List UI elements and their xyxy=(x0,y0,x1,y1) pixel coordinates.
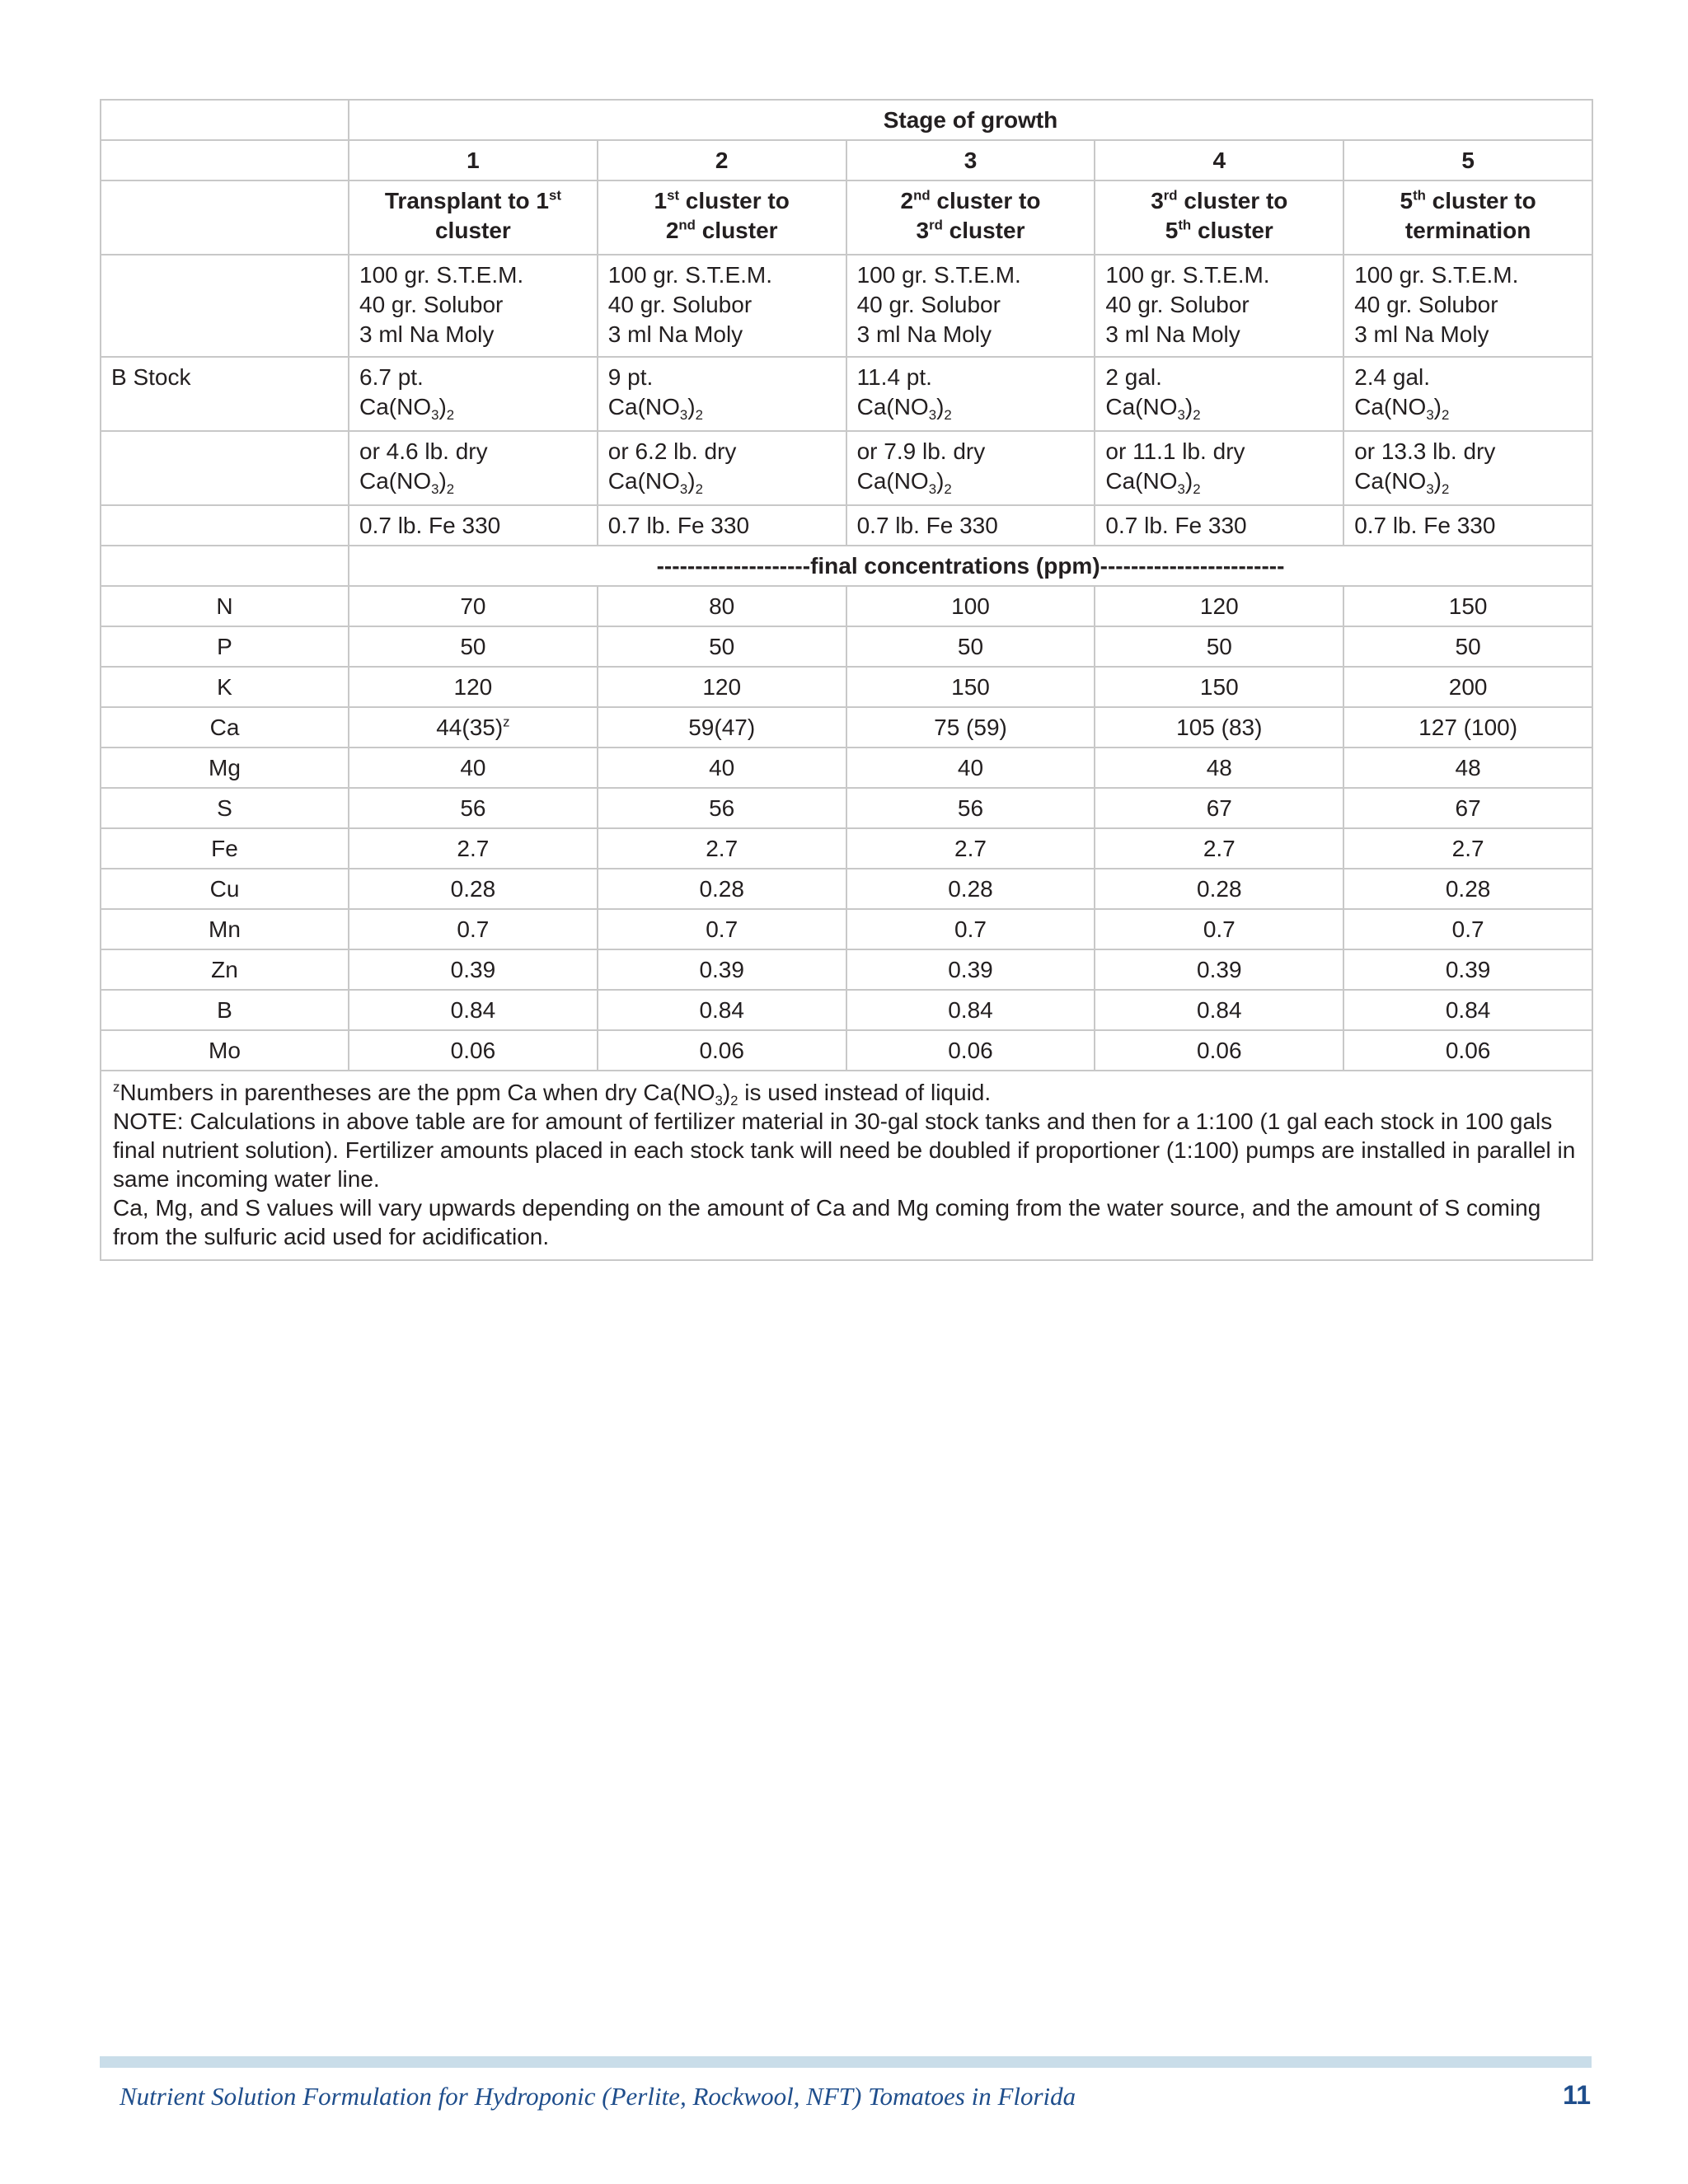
concentration-value: 200 xyxy=(1343,667,1592,707)
additives-cell: 100 gr. S.T.E.M. 40 gr. Solubor 3 ml Na Moly xyxy=(1095,255,1343,357)
fe-amount-cell: 0.7 lb. Fe 330 xyxy=(598,505,846,546)
fe-amount-cell: 0.7 lb. Fe 330 xyxy=(846,505,1095,546)
dry-amount-cell: or 13.3 lb. dry $Ca(NO_3)_2$ xyxy=(1343,431,1592,505)
concentration-row-cu xyxy=(101,869,1592,909)
dry-amount-cell: or 6.2 lb. dry $Ca(NO_3)_2$ xyxy=(598,431,846,505)
stage-number: 3 xyxy=(846,140,1095,180)
stage-name-cell: Transplant to 1st cluster xyxy=(349,180,598,255)
concentration-value: 2.7 xyxy=(349,828,598,869)
concentration-value: 150 xyxy=(1343,586,1592,626)
notes-row xyxy=(101,1071,1592,1260)
concentration-value: 0.28 xyxy=(598,869,846,909)
stage-name-cell: 3rd cluster to 5th cluster xyxy=(1095,180,1343,255)
final-concentrations-header: --------------------final concentrations (ppm)------------------------ xyxy=(349,546,1592,586)
element-label: P xyxy=(101,626,349,667)
concentration-value: 2.7 xyxy=(1095,828,1343,869)
concentration-row-n xyxy=(101,586,1592,626)
stage-name-cell: 5th cluster to termination xyxy=(1343,180,1592,255)
footer-title: Nutrient Solution Formulation for Hydroponic (Perlite, Rockwool, NFT) Tomatoes in Florida xyxy=(120,2082,1076,2111)
calculation-note: NOTE: Calculations in above table are for amount of fertilizer material in 30-gal stock tanks and then for a 1:100 (1 gal each stock in 100 gals final nutrient solution). Fertilizer amounts placed in each stock tank will need be doubled if proportioner (1:100) pumps are installed in parallel in same incoming water line. xyxy=(113,1108,1576,1192)
concentration-value: 70 xyxy=(349,586,598,626)
empty-label-cell xyxy=(101,505,349,546)
stage-number: 5 xyxy=(1343,140,1592,180)
concentration-value: 0.39 xyxy=(846,949,1095,990)
liquid-amount-cell: 6.7 pt. $Ca(NO_3)_2$ xyxy=(349,357,598,431)
empty-label-cell xyxy=(101,140,349,180)
stage-number-row xyxy=(101,140,1592,180)
concentration-value: 0.28 xyxy=(846,869,1095,909)
concentration-value: 120 xyxy=(598,667,846,707)
concentration-row-b xyxy=(101,990,1592,1030)
concentration-value: 67 xyxy=(1095,788,1343,828)
empty-label-cell xyxy=(101,180,349,255)
concentration-value: 56 xyxy=(349,788,598,828)
concentration-row-mo xyxy=(101,1030,1592,1071)
concentration-value: 120 xyxy=(1095,586,1343,626)
concentration-row-mg xyxy=(101,748,1592,788)
concentration-value: 0.84 xyxy=(1095,990,1343,1030)
element-label: Ca xyxy=(101,707,349,748)
liquid-amount-cell: 11.4 pt. $Ca(NO_3)_2$ xyxy=(846,357,1095,431)
concentration-value: 0.39 xyxy=(598,949,846,990)
concentration-value: 80 xyxy=(598,586,846,626)
fe-amount-cell: 0.7 lb. Fe 330 xyxy=(1343,505,1592,546)
concentration-value: 48 xyxy=(1343,748,1592,788)
concentration-value: 0.7 xyxy=(349,909,598,949)
concentration-value: 50 xyxy=(1343,626,1592,667)
page-number: 11 xyxy=(1563,2080,1591,2110)
concentration-value: 150 xyxy=(846,667,1095,707)
b-stock-label: B Stock xyxy=(101,357,349,431)
concentration-value: 0.39 xyxy=(349,949,598,990)
concentration-value: 0.84 xyxy=(598,990,846,1030)
empty-label-cell xyxy=(101,255,349,357)
concentration-value: 40 xyxy=(598,748,846,788)
additives-row xyxy=(101,255,1592,357)
concentration-value: $44(35)^z$ xyxy=(349,707,598,748)
concentration-value: 48 xyxy=(1095,748,1343,788)
concentration-value: 0.28 xyxy=(1095,869,1343,909)
element-label: K xyxy=(101,667,349,707)
variation-note: Ca, Mg, and S values will vary upwards depending on the amount of Ca and Mg coming from the water source, and the amount of S coming from the sulfuric acid used for acidification. xyxy=(113,1195,1541,1249)
fe-row xyxy=(101,505,1592,546)
concentration-value: 50 xyxy=(1095,626,1343,667)
footnote-marker: z xyxy=(503,714,510,730)
concentration-value: 127 (100) xyxy=(1343,707,1592,748)
element-label: Mo xyxy=(101,1030,349,1071)
liquid-amount-cell: 2.4 gal. $Ca(NO_3)_2$ xyxy=(1343,357,1592,431)
concentration-value: 40 xyxy=(349,748,598,788)
stage-number: 4 xyxy=(1095,140,1343,180)
concentration-value: 0.06 xyxy=(349,1030,598,1071)
concentration-value: 2.7 xyxy=(1343,828,1592,869)
concentration-value: 105 (83) xyxy=(1095,707,1343,748)
element-label: S xyxy=(101,788,349,828)
concentration-value: 56 xyxy=(598,788,846,828)
concentration-value: 56 xyxy=(846,788,1095,828)
fe-amount-cell: 0.7 lb. Fe 330 xyxy=(349,505,598,546)
dry-amount-cell: or 4.6 lb. dry $Ca(NO_3)_2$ xyxy=(349,431,598,505)
concentration-value: 0.28 xyxy=(1343,869,1592,909)
notes-cell xyxy=(101,1071,1592,1260)
liquid-amount-cell: 2 gal. $Ca(NO_3)_2$ xyxy=(1095,357,1343,431)
concentration-value: 0.39 xyxy=(1343,949,1592,990)
concentration-value: 50 xyxy=(846,626,1095,667)
dry-amount-cell: or 11.1 lb. dry $Ca(NO_3)_2$ xyxy=(1095,431,1343,505)
concentration-value: 67 xyxy=(1343,788,1592,828)
final-concentrations-divider-row xyxy=(101,546,1592,586)
concentration-value: 50 xyxy=(349,626,598,667)
concentration-value: 0.06 xyxy=(1095,1030,1343,1071)
stage-of-growth-header: Stage of growth xyxy=(349,100,1592,140)
concentration-row-mn xyxy=(101,909,1592,949)
stage-number: 1 xyxy=(349,140,598,180)
footnote: $^z$Numbers in parentheses are the ppm Ca when dry $Ca(NO_3)_2$ is used instead of liquid. xyxy=(113,1079,992,1108)
concentration-value: 0.7 xyxy=(1343,909,1592,949)
concentration-row-k xyxy=(101,667,1592,707)
concentration-value: 0.84 xyxy=(846,990,1095,1030)
empty-label-cell xyxy=(101,431,349,505)
element-label: Mn xyxy=(101,909,349,949)
element-label: Mg xyxy=(101,748,349,788)
concentration-row-s xyxy=(101,788,1592,828)
additives-cell: 100 gr. S.T.E.M. 40 gr. Solubor 3 ml Na Moly xyxy=(349,255,598,357)
element-label: N xyxy=(101,586,349,626)
concentration-rows xyxy=(101,586,1592,1071)
dry-amount-cell: or 7.9 lb. dry $Ca(NO_3)_2$ xyxy=(846,431,1095,505)
stage-name-row xyxy=(101,180,1592,255)
concentration-value: 0.06 xyxy=(1343,1030,1592,1071)
stage-name-cell: 1st cluster to 2nd cluster xyxy=(598,180,846,255)
concentration-row-ca xyxy=(101,707,1592,748)
concentration-value: 100 xyxy=(846,586,1095,626)
b-stock-liquid-row xyxy=(101,357,1592,431)
concentration-value: 0.7 xyxy=(846,909,1095,949)
stock-solution-table xyxy=(100,99,1593,1261)
concentration-value: 0.7 xyxy=(1095,909,1343,949)
concentration-value: 75 (59) xyxy=(846,707,1095,748)
empty-label-cell xyxy=(101,546,349,586)
header-title-row xyxy=(101,100,1592,140)
concentration-value: 0.28 xyxy=(349,869,598,909)
element-label: Zn xyxy=(101,949,349,990)
footer-divider-bar xyxy=(100,2056,1592,2068)
stage-name-cell: 2nd cluster to 3rd cluster xyxy=(846,180,1095,255)
stage-number: 2 xyxy=(598,140,846,180)
element-label: B xyxy=(101,990,349,1030)
concentration-row-zn xyxy=(101,949,1592,990)
concentration-value: 0.39 xyxy=(1095,949,1343,990)
concentration-value: 120 xyxy=(349,667,598,707)
concentration-value: 0.84 xyxy=(1343,990,1592,1030)
concentration-value: 40 xyxy=(846,748,1095,788)
additives-cell: 100 gr. S.T.E.M. 40 gr. Solubor 3 ml Na Moly xyxy=(1343,255,1592,357)
concentration-value: 0.06 xyxy=(598,1030,846,1071)
concentration-value: 50 xyxy=(598,626,846,667)
concentration-row-fe xyxy=(101,828,1592,869)
corner-cell xyxy=(101,100,349,140)
additives-cell: 100 gr. S.T.E.M. 40 gr. Solubor 3 ml Na Moly xyxy=(598,255,846,357)
additives-cell: 100 gr. S.T.E.M. 40 gr. Solubor 3 ml Na Moly xyxy=(846,255,1095,357)
element-label: Fe xyxy=(101,828,349,869)
concentration-value: 59(47) xyxy=(598,707,846,748)
concentration-value: 150 xyxy=(1095,667,1343,707)
b-stock-dry-row xyxy=(101,431,1592,505)
fe-amount-cell: 0.7 lb. Fe 330 xyxy=(1095,505,1343,546)
concentration-value: 0.7 xyxy=(598,909,846,949)
liquid-amount-cell: 9 pt. $Ca(NO_3)_2$ xyxy=(598,357,846,431)
concentration-row-p xyxy=(101,626,1592,667)
concentration-value: 2.7 xyxy=(598,828,846,869)
concentration-value: 0.84 xyxy=(349,990,598,1030)
element-label: Cu xyxy=(101,869,349,909)
concentration-value: 0.06 xyxy=(846,1030,1095,1071)
concentration-value: 2.7 xyxy=(846,828,1095,869)
